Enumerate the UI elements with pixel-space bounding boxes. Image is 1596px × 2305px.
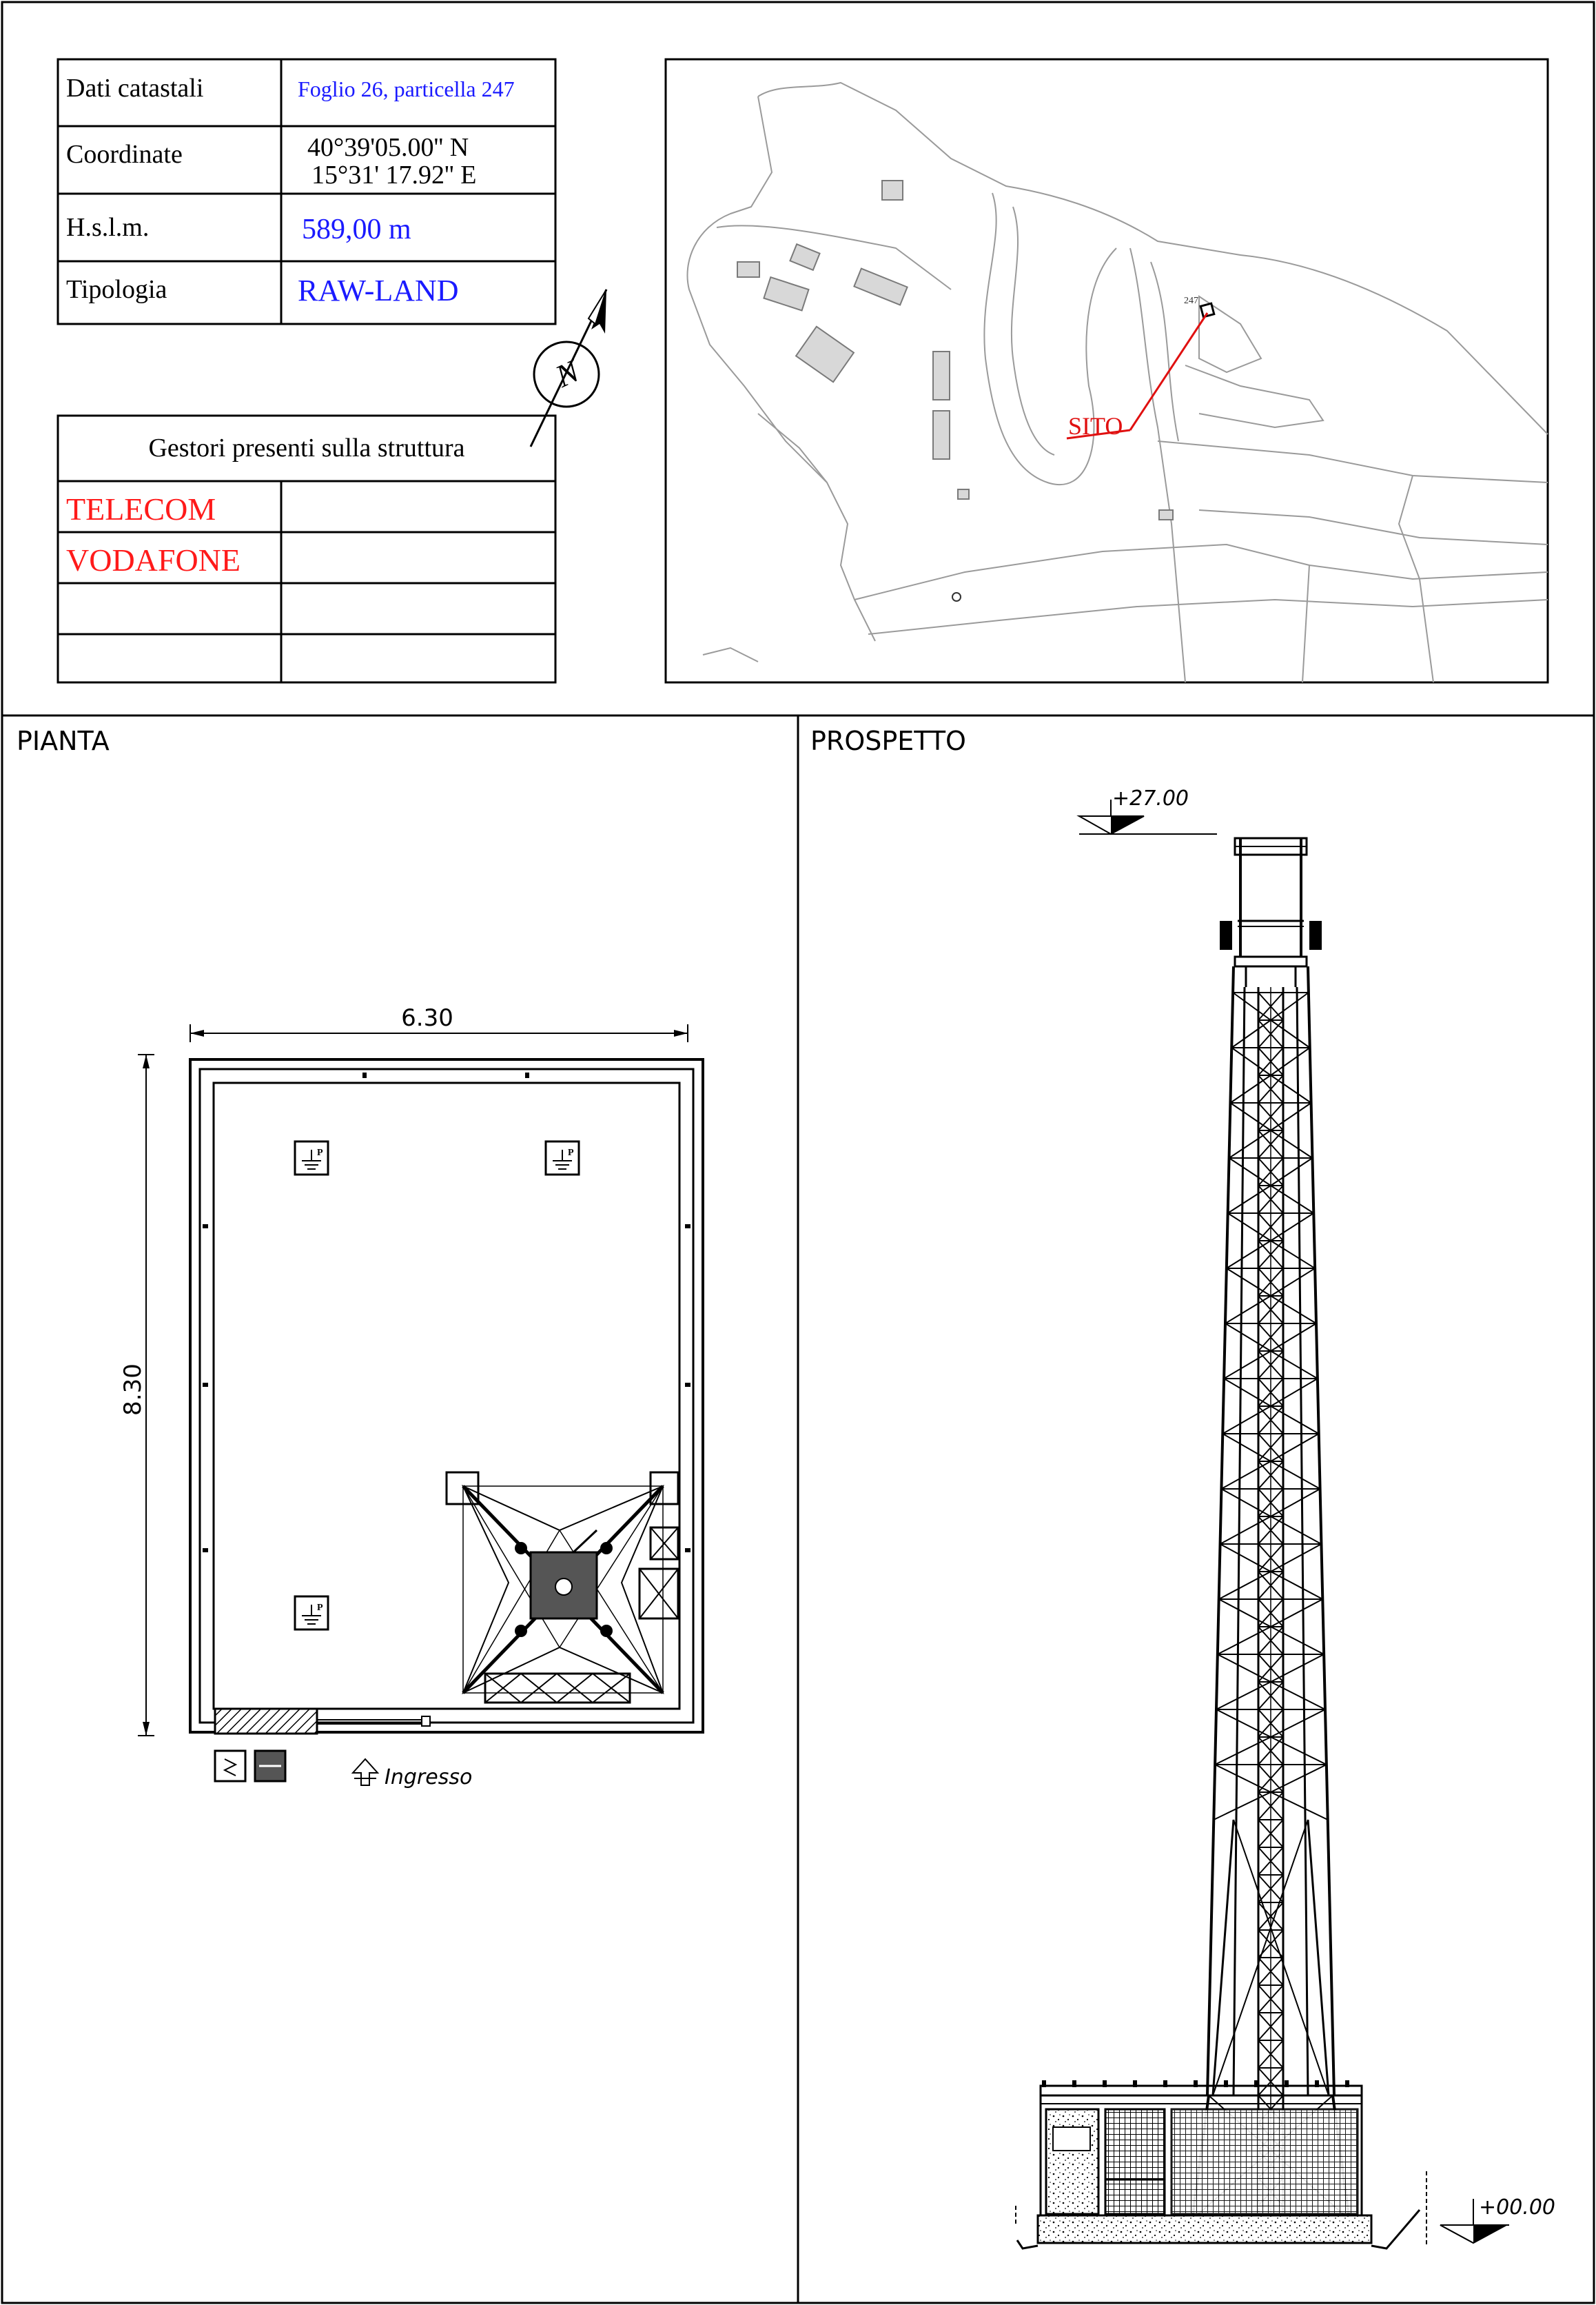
site-label: SITO bbox=[1068, 412, 1123, 440]
parcel-number-label: 247 bbox=[1184, 296, 1198, 306]
antenna-panel-right bbox=[1309, 921, 1322, 950]
info-value-latitude: 40°39'05.00'' N bbox=[307, 133, 469, 162]
ground-point-icon bbox=[295, 1596, 328, 1629]
site-marker-icon bbox=[1200, 303, 1214, 317]
entrance-label: Ingresso bbox=[385, 1765, 473, 1789]
svg-text:P: P bbox=[317, 1603, 323, 1613]
antenna-head bbox=[1235, 838, 1307, 987]
meter-box-icon bbox=[215, 1751, 245, 1781]
north-arrow-icon bbox=[531, 290, 606, 447]
entrance-gate-elevation bbox=[1105, 2109, 1165, 2214]
ground-level-label: +00.00 bbox=[1479, 2195, 1556, 2220]
plan-title: PIANTA bbox=[17, 726, 110, 756]
elevation-title: PROSPETTO bbox=[810, 726, 966, 756]
info-label-coordinates: Coordinate bbox=[66, 140, 183, 169]
plan-width-dimension: 6.30 bbox=[401, 1004, 453, 1032]
level-marker-top bbox=[1079, 786, 1217, 834]
electric-cabinet bbox=[215, 1709, 317, 1734]
info-label-cadastral: Dati catastali bbox=[66, 74, 204, 103]
plan-drawing bbox=[119, 1004, 703, 1789]
elevation-drawing bbox=[1016, 786, 1555, 2248]
base-fence bbox=[1041, 2080, 1362, 2215]
foundation-slab bbox=[1038, 2215, 1371, 2243]
ground-point-icon bbox=[295, 1141, 328, 1175]
entrance-arrow-icon bbox=[353, 1759, 378, 1785]
info-value-type: RAW-LAND bbox=[298, 274, 459, 307]
level-marker-ground bbox=[1440, 2195, 1555, 2243]
info-value-longitude: 15°31' 17.92'' E bbox=[311, 161, 477, 190]
info-value-altitude: 589,00 m bbox=[302, 214, 411, 245]
info-label-altitude: H.s.l.m. bbox=[66, 213, 150, 242]
lattice-tower bbox=[1192, 966, 1349, 2220]
cadastral-map bbox=[666, 59, 1548, 682]
info-label-type: Tipologia bbox=[66, 275, 167, 304]
plan-height-dimension: 8.30 bbox=[119, 1363, 147, 1416]
electric-cabinet-elevation bbox=[1046, 2109, 1098, 2214]
svg-text:P: P bbox=[568, 1148, 574, 1158]
tower-base-plan bbox=[447, 1472, 678, 1703]
ground-point-icon bbox=[546, 1141, 579, 1175]
operator-telecom: TELECOM bbox=[66, 491, 216, 527]
operators-table-title: Gestori presenti sulla struttura bbox=[148, 434, 465, 463]
north-arrow-letter: N bbox=[550, 353, 584, 394]
operator-vodafone: VODAFONE bbox=[66, 542, 241, 578]
svg-text:P: P bbox=[317, 1148, 323, 1158]
top-level-label: +27.00 bbox=[1112, 786, 1189, 811]
info-value-cadastral: Foglio 26, particella 247 bbox=[298, 77, 515, 101]
antenna-panel-left bbox=[1220, 921, 1232, 950]
